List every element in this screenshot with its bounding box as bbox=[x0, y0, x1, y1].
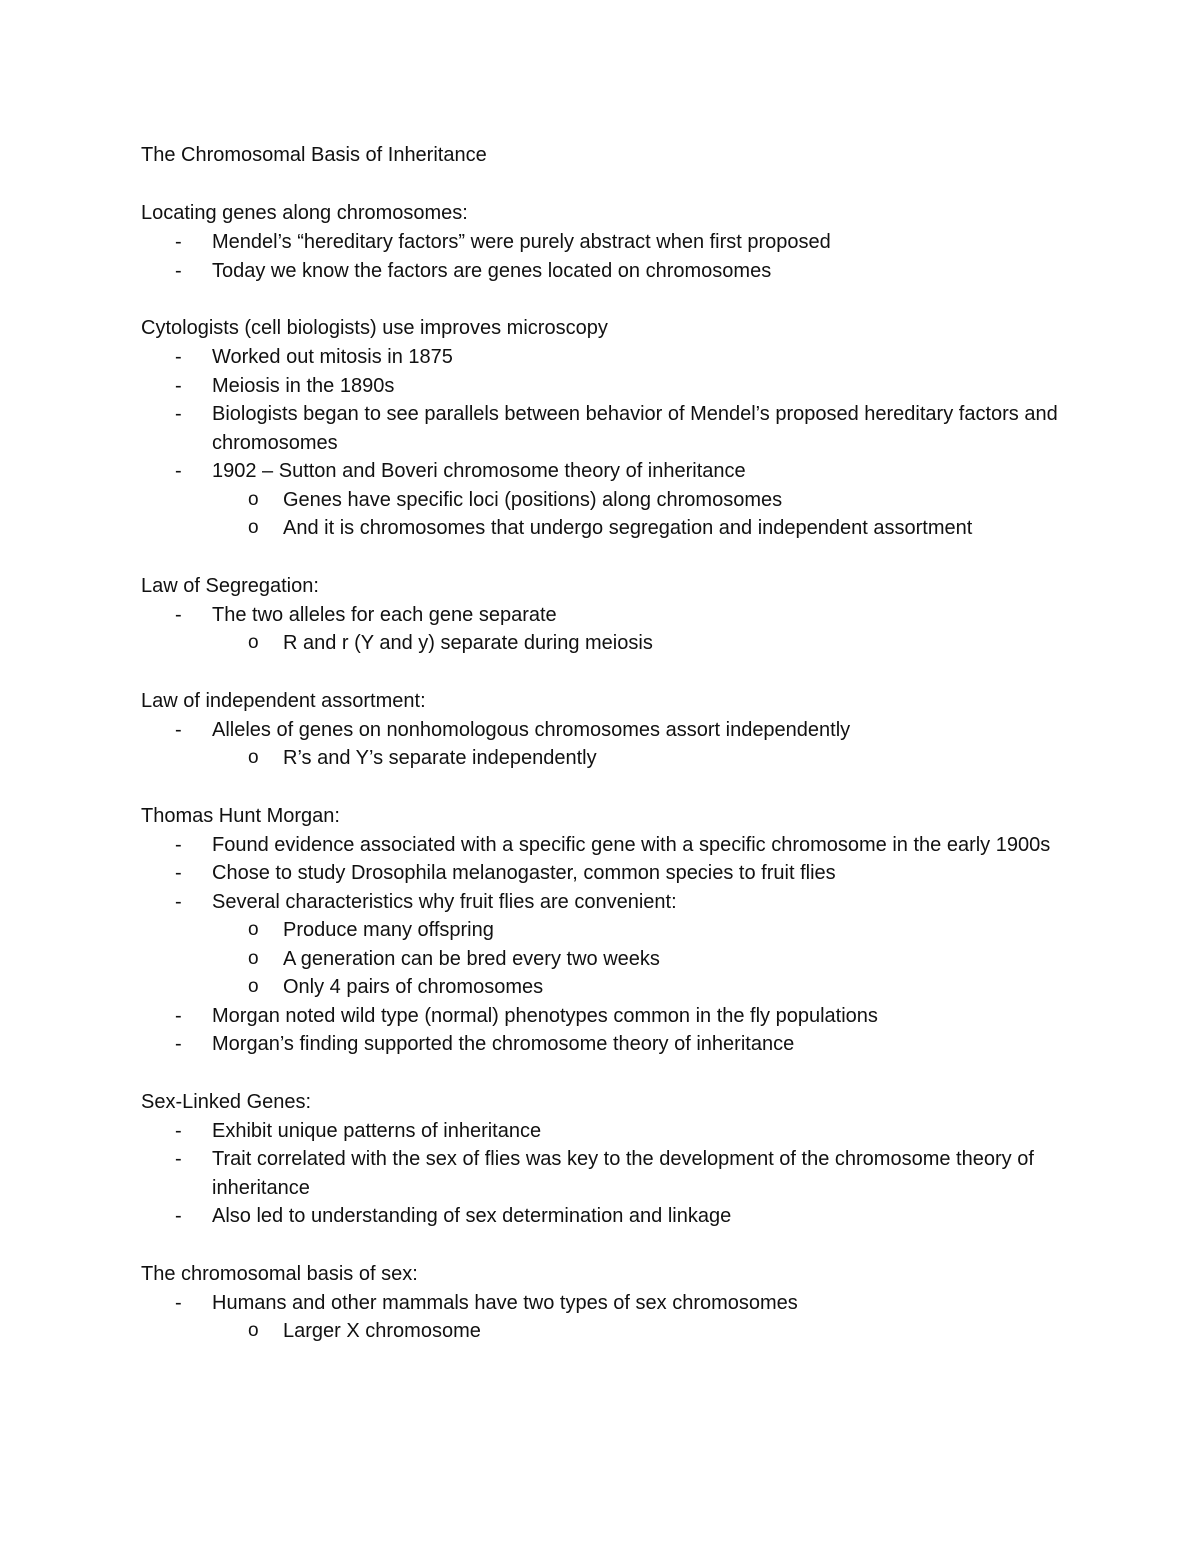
item-text: A generation can be bred every two weeks bbox=[283, 947, 660, 970]
sub-bullet-item bbox=[141, 629, 1071, 658]
document-page bbox=[141, 141, 1071, 1375]
item-text: And it is chromosomes that undergo segregation and independent assortment bbox=[283, 517, 973, 539]
bullet-item bbox=[141, 457, 1071, 486]
dash-bullet-icon: - bbox=[175, 833, 182, 856]
item-text: Morgan noted wild type (normal) phenotypes common in the fly populations bbox=[212, 1004, 878, 1027]
item-text: Found evidence associated with a specific gene with a specific chromosome in the early 1900s bbox=[212, 833, 1051, 856]
item-text: 1902 – Sutton and Boveri chromosome theory of inheritance bbox=[212, 460, 746, 482]
item-text: Exhibit unique patterns of inheritance bbox=[212, 1119, 542, 1142]
bullet-item bbox=[141, 1030, 1071, 1059]
section bbox=[141, 1260, 1071, 1346]
dash-bullet-icon: - bbox=[175, 346, 182, 368]
bullet-item bbox=[141, 1117, 1071, 1146]
item-text: Several characteristics why fruit flies are convenient: bbox=[212, 890, 677, 913]
item-text: Trait correlated with the sex of flies was key to the development of the chromosome theory of inheritance bbox=[212, 1148, 1034, 1199]
item-text: Also led to understanding of sex determination and linkage bbox=[212, 1205, 732, 1227]
section-heading: Law of Segregation: bbox=[141, 574, 319, 597]
dash-bullet-icon: - bbox=[175, 403, 182, 425]
sub-bullet-item bbox=[141, 744, 1071, 773]
item-text: Chose to study Drosophila melanogaster, common species to fruit flies bbox=[212, 862, 836, 884]
section bbox=[141, 199, 1071, 285]
circle-bullet-icon: o bbox=[248, 1320, 259, 1341]
dash-bullet-icon: - bbox=[175, 1004, 182, 1027]
circle-bullet-icon: o bbox=[248, 488, 259, 510]
item-text: The two alleles for each gene separate bbox=[212, 603, 557, 626]
sub-bullet-item bbox=[141, 945, 1071, 974]
document-title: The Chromosomal Basis of Inheritance bbox=[141, 144, 487, 166]
dash-bullet-icon: - bbox=[175, 718, 182, 741]
bullet-item bbox=[141, 400, 1071, 457]
sub-bullet-item bbox=[141, 1317, 1071, 1346]
circle-bullet-icon: o bbox=[248, 976, 259, 997]
item-text: R and r (Y and y) separate during meiosis bbox=[283, 632, 653, 654]
bullet-item bbox=[141, 1202, 1071, 1231]
bullet-item bbox=[141, 228, 1071, 257]
item-text: Alleles of genes on nonhomologous chromosomes assort independently bbox=[212, 718, 851, 741]
item-text: R’s and Y’s separate independently bbox=[283, 747, 597, 769]
bullet-item bbox=[141, 343, 1071, 372]
bullet-item bbox=[141, 888, 1071, 917]
sub-bullet-item bbox=[141, 916, 1071, 945]
circle-bullet-icon: o bbox=[248, 919, 259, 940]
dash-bullet-icon: - bbox=[175, 1119, 182, 1142]
section bbox=[141, 1088, 1071, 1231]
item-text: Today we know the factors are genes located on chromosomes bbox=[212, 259, 772, 282]
bullet-item bbox=[141, 831, 1071, 860]
section bbox=[141, 314, 1071, 543]
section-heading: Locating genes along chromosomes: bbox=[141, 202, 468, 224]
bullet-item bbox=[141, 1002, 1071, 1031]
sub-bullet-item bbox=[141, 486, 1071, 515]
item-text: Biologists began to see parallels between behavior of Mendel’s proposed hereditary factors and chromosomes bbox=[212, 403, 1058, 454]
bullet-item bbox=[141, 859, 1071, 888]
dash-bullet-icon: - bbox=[175, 1033, 182, 1055]
item-text: Produce many offspring bbox=[283, 919, 494, 941]
sub-bullet-item bbox=[141, 514, 1071, 543]
section-heading: Thomas Hunt Morgan: bbox=[141, 804, 340, 827]
dash-bullet-icon: - bbox=[175, 862, 182, 884]
section-heading: Cytologists (cell biologists) use improves microscopy bbox=[141, 317, 608, 339]
dash-bullet-icon: - bbox=[175, 259, 182, 282]
bullet-item bbox=[141, 601, 1071, 630]
bullet-item bbox=[141, 1145, 1071, 1202]
bullet-item bbox=[141, 716, 1071, 745]
dash-bullet-icon: - bbox=[175, 890, 182, 913]
item-text: Genes have specific loci (positions) along chromosomes bbox=[283, 488, 783, 511]
section bbox=[141, 802, 1071, 1059]
circle-bullet-icon: o bbox=[248, 632, 259, 653]
item-text: Morgan’s finding supported the chromosome theory of inheritance bbox=[212, 1033, 795, 1055]
section bbox=[141, 572, 1071, 658]
dash-bullet-icon: - bbox=[175, 1148, 182, 1170]
dash-bullet-icon: - bbox=[175, 231, 182, 253]
document-body bbox=[141, 199, 1071, 1346]
bullet-item bbox=[141, 1289, 1071, 1318]
circle-bullet-icon: o bbox=[248, 747, 259, 768]
sub-bullet-item bbox=[141, 973, 1071, 1002]
bullet-item bbox=[141, 257, 1071, 286]
item-text: Humans and other mammals have two types of sex chromosomes bbox=[212, 1291, 798, 1314]
dash-bullet-icon: - bbox=[175, 1205, 182, 1227]
item-text: Meiosis in the 1890s bbox=[212, 374, 395, 397]
dash-bullet-icon: - bbox=[175, 603, 182, 626]
circle-bullet-icon: o bbox=[248, 517, 259, 538]
item-text: Larger X chromosome bbox=[283, 1320, 481, 1342]
circle-bullet-icon: o bbox=[248, 947, 259, 969]
section-heading: Law of independent assortment: bbox=[141, 689, 426, 712]
dash-bullet-icon: - bbox=[175, 1291, 182, 1314]
section-heading: The chromosomal basis of sex: bbox=[141, 1262, 418, 1285]
item-text: Only 4 pairs of chromosomes bbox=[283, 976, 544, 998]
item-text: Worked out mitosis in 1875 bbox=[212, 346, 453, 368]
dash-bullet-icon: - bbox=[175, 460, 182, 482]
bullet-item bbox=[141, 372, 1071, 401]
dash-bullet-icon: - bbox=[175, 374, 182, 397]
section bbox=[141, 687, 1071, 773]
section-heading: Sex-Linked Genes: bbox=[141, 1090, 312, 1113]
item-text: Mendel’s “hereditary factors” were purely abstract when first proposed bbox=[212, 231, 831, 253]
